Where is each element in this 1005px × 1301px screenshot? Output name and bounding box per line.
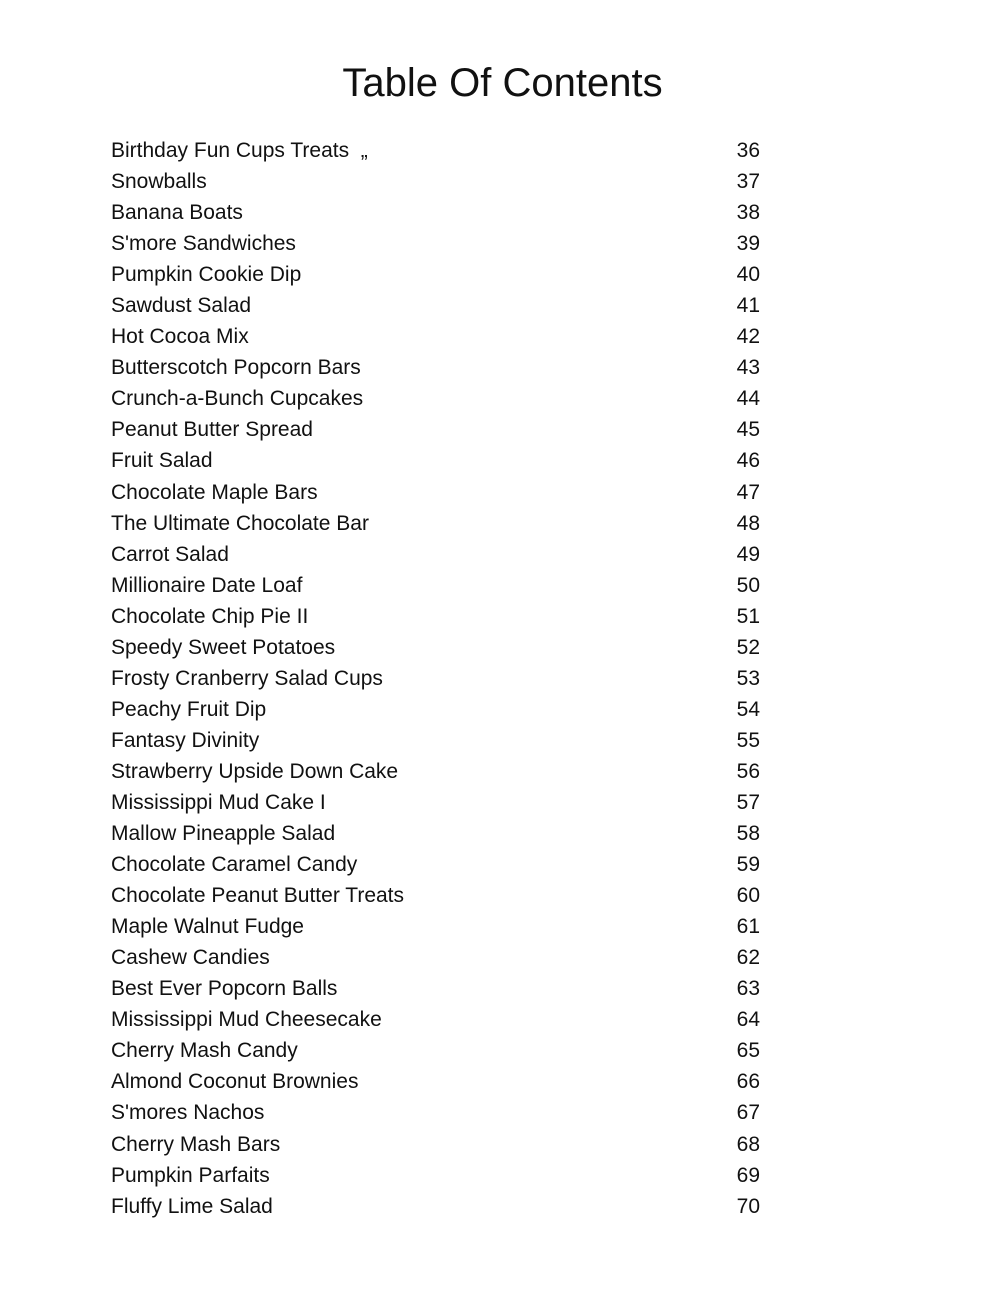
toc-row xyxy=(111,383,760,414)
toc-entry-title: Chocolate Peanut Butter Treats xyxy=(111,884,405,908)
toc-entry-title: Hot Cocoa Mix xyxy=(111,325,249,349)
toc-row xyxy=(111,1004,760,1035)
toc-entry-page: 46 xyxy=(736,449,760,473)
toc-row xyxy=(111,973,760,1004)
toc-entry-title: Almond Coconut Brownies xyxy=(111,1070,359,1094)
toc-entry-title: Pumpkin Parfaits xyxy=(111,1163,270,1187)
toc-row xyxy=(111,445,760,476)
toc-row xyxy=(111,508,760,539)
toc-row xyxy=(111,1129,760,1160)
toc-entry-title: S'mores Nachos xyxy=(111,1101,265,1125)
toc-entry-title: Speedy Sweet Potatoes xyxy=(111,635,336,659)
toc-entry-title: Mississippi Mud Cheesecake xyxy=(111,1008,382,1032)
toc-row xyxy=(111,1066,760,1097)
toc-row xyxy=(111,632,760,663)
toc-entry-page: 53 xyxy=(736,666,760,690)
toc-row xyxy=(111,818,760,849)
toc-entry-page: 62 xyxy=(736,946,760,970)
toc-row xyxy=(111,725,760,756)
toc-entry-title: Chocolate Maple Bars xyxy=(111,480,318,504)
toc-entry-page: 55 xyxy=(736,728,760,752)
toc-entry-title: Birthday Fun Cups Treats „ xyxy=(111,139,368,162)
toc-list xyxy=(111,135,760,1222)
toc-entry-page: 47 xyxy=(736,480,760,504)
toc-entry-title: Cherry Mash Candy xyxy=(111,1039,298,1063)
toc-entry-page: 61 xyxy=(736,915,760,939)
toc-entry-title: Cherry Mash Bars xyxy=(111,1132,281,1156)
toc-row xyxy=(111,1160,760,1191)
toc-entry-page: 40 xyxy=(736,263,760,287)
toc-entry-title: Banana Boats xyxy=(111,201,243,225)
toc-row xyxy=(111,1097,760,1128)
toc-row xyxy=(111,1191,760,1222)
toc-entry-title: Cashew Candies xyxy=(111,946,270,970)
toc-entry-page: 59 xyxy=(736,853,760,877)
toc-entry-title: Crunch-a-Bunch Cupcakes xyxy=(111,387,364,411)
toc-row xyxy=(111,135,760,166)
toc-entry-page: 43 xyxy=(736,356,760,380)
toc-entry-page: 67 xyxy=(736,1101,760,1125)
toc-entry-page: 45 xyxy=(736,418,760,442)
page-title: Table Of Contents xyxy=(342,61,663,105)
toc-row xyxy=(111,570,760,601)
toc-row xyxy=(111,694,760,725)
toc-entry-page: 50 xyxy=(736,573,760,597)
toc-row xyxy=(111,911,760,942)
toc-entry-page: 37 xyxy=(736,170,760,194)
toc-entry-page: 42 xyxy=(736,325,760,349)
toc-row xyxy=(111,290,760,321)
toc-row xyxy=(111,880,760,911)
toc-entry-page: 63 xyxy=(736,977,760,1001)
toc-row xyxy=(111,942,760,973)
toc-entry-page: 69 xyxy=(736,1163,760,1187)
toc-entry-page: 70 xyxy=(736,1194,760,1218)
toc-row xyxy=(111,787,760,818)
toc-entry-title: Millionaire Date Loaf xyxy=(111,573,303,597)
toc-entry-title: The Ultimate Chocolate Bar xyxy=(111,511,369,535)
toc-entry-page: 64 xyxy=(736,1008,760,1032)
toc-row xyxy=(111,197,760,228)
toc-entry-page: 39 xyxy=(736,232,760,256)
toc-row xyxy=(111,539,760,570)
toc-entry-title: Fruit Salad xyxy=(111,449,213,473)
toc-entry-title: Peachy Fruit Dip xyxy=(111,697,267,721)
toc-entry-page: 51 xyxy=(736,604,760,628)
toc-row xyxy=(111,414,760,445)
toc-row xyxy=(111,663,760,694)
toc-entry-title: Fluffy Lime Salad xyxy=(111,1194,273,1218)
toc-entry-title: Fantasy Divinity xyxy=(111,728,260,752)
toc-entry-title: Pumpkin Cookie Dip xyxy=(111,263,302,287)
toc-entry-title: Chocolate Chip Pie II xyxy=(111,604,309,628)
toc-entry-page: 54 xyxy=(736,697,760,721)
toc-entry-page: 48 xyxy=(736,511,760,535)
toc-entry-page: 56 xyxy=(736,759,760,783)
toc-entry-title: Frosty Cranberry Salad Cups xyxy=(111,666,383,690)
toc-entry-title: Chocolate Caramel Candy xyxy=(111,853,358,877)
toc-entry-page: 38 xyxy=(736,201,760,225)
toc-entry-title: Sawdust Salad xyxy=(111,294,252,318)
toc-entry-title: S'more Sandwiches xyxy=(111,232,296,256)
toc-entry-page: 52 xyxy=(736,635,760,659)
toc-entry-title: Mallow Pineapple Salad xyxy=(111,822,336,846)
toc-entry-page: 44 xyxy=(736,387,760,411)
toc-row xyxy=(111,849,760,880)
toc-entry-page: 49 xyxy=(736,542,760,566)
toc-row xyxy=(111,352,760,383)
toc-row xyxy=(111,259,760,290)
toc-row xyxy=(111,477,760,508)
toc-entry-page: 36 xyxy=(736,139,760,162)
toc-entry-page: 57 xyxy=(736,790,760,814)
toc-entry-page: 68 xyxy=(736,1132,760,1156)
toc-entry-page: 41 xyxy=(736,294,760,318)
toc-row xyxy=(111,1035,760,1066)
toc-entry-page: 58 xyxy=(736,822,760,846)
toc-row xyxy=(111,601,760,632)
toc-entry-title: Butterscotch Popcorn Bars xyxy=(111,356,361,380)
toc-entry-page: 65 xyxy=(736,1039,760,1063)
toc-entry-title: Carrot Salad xyxy=(111,542,229,566)
toc-entry-title: Snowballs xyxy=(111,170,207,194)
toc-entry-title: Peanut Butter Spread xyxy=(111,418,313,442)
toc-entry-page: 60 xyxy=(736,884,760,908)
toc-entry-page: 66 xyxy=(736,1070,760,1094)
toc-entry-title: Best Ever Popcorn Balls xyxy=(111,977,338,1001)
toc-entry-title: Maple Walnut Fudge xyxy=(111,915,304,939)
toc-row xyxy=(111,166,760,197)
toc-row xyxy=(111,756,760,787)
toc-row xyxy=(111,228,760,259)
toc-row xyxy=(111,321,760,352)
toc-entry-title: Strawberry Upside Down Cake xyxy=(111,759,399,783)
toc-entry-title: Mississippi Mud Cake I xyxy=(111,790,326,814)
